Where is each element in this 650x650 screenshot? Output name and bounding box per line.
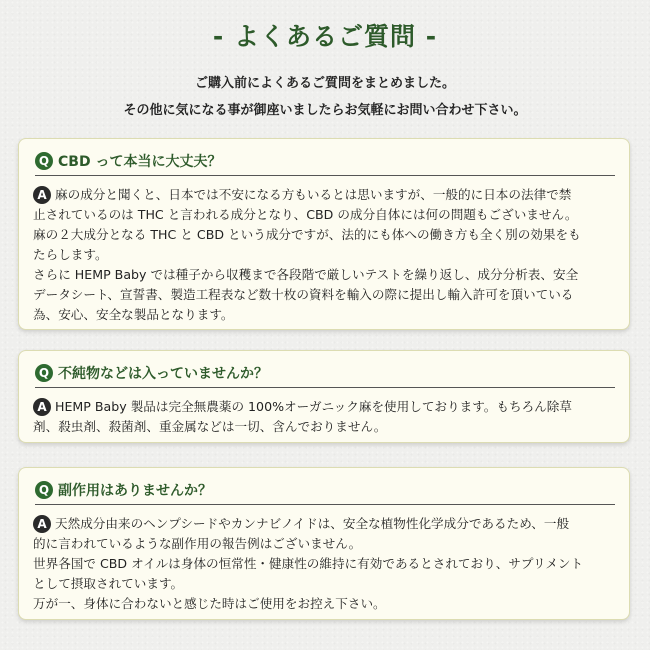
a-badge-icon: A (33, 186, 51, 204)
answer-line-text: 麻の成分と聞くと、日本では不安になる方もいるとは思いますが、一般的に日本の法律で禁 (55, 187, 572, 202)
answer-line-text: HEMP Baby 製品は完全無農薬の 100%オーガニック麻を使用しております。もちろん除草 (55, 399, 572, 414)
answer-line: 麻の２大成分となる THC と CBD という成分ですが、法的にも体への働き方も全く別の効果をも (33, 227, 581, 242)
q-badge-icon: Q (35, 481, 53, 499)
faq-answer (33, 185, 617, 325)
faq-question: 副作用はありませんか？ (58, 483, 212, 499)
answer-line: 為、安心、安全な製品となります。 (33, 307, 234, 322)
faq-answer (33, 397, 617, 437)
answer-line: データシート、宣誓書、製造工程表など数十枚の資料を輸入の際に提出し輸入許可を頂いている (33, 287, 574, 302)
answer-line: 万が一、身体に合わないと感じた時はご使用をお控え下さい。 (33, 596, 386, 611)
faq-card-side-effects (18, 467, 630, 620)
a-badge-icon: A (33, 398, 51, 416)
q-badge-icon: Q (35, 364, 53, 382)
intro-line: その他に気になる事が御座いましたらお気軽にお問い合わせ下さい。 (123, 103, 527, 118)
answer-line (33, 514, 617, 534)
answer-line (33, 397, 617, 417)
intro-line: ご購入前によくあるご質問をまとめました。 (194, 76, 455, 91)
faq-card-cbd-safety (18, 138, 630, 330)
answer-line: 剤、殺虫剤、殺菌剤、重金属などは一切、含んでおりません。 (33, 419, 387, 434)
faq-question-row (35, 147, 615, 176)
answer-line: 世界各国で CBD オイルは身体の恒常性・健康性の維持に有効であるとされており、サプリメント (33, 556, 584, 571)
answer-line-text: 天然成分由来のヘンプシードやカンナビノイドは、安全な植物性化学成分であるため、一般 (55, 516, 570, 531)
faq-question-row (35, 476, 615, 505)
answer-line (33, 185, 617, 205)
a-badge-icon: A (33, 515, 51, 533)
faq-question-row (35, 359, 615, 388)
intro-text (0, 70, 650, 124)
page-title: - よくあるご質問 - (212, 22, 438, 51)
faq-question: 不純物などは入っていませんか？ (58, 366, 268, 382)
answer-line: さらに HEMP Baby では種子から収穫まで各段階で厳しいテストを繰り返し、成分分析表、安全 (33, 267, 579, 282)
q-badge-icon: Q (35, 152, 53, 170)
faq-question: CBD って本当に大丈夫？ (58, 154, 222, 170)
faq-answer (33, 514, 617, 614)
answer-line: たらします。 (33, 247, 108, 262)
answer-line: 止されているのは THC と言われる成分となり、CBD の成分自体には何の問題もございません。 (33, 207, 578, 222)
faq-card-impurities (18, 350, 630, 443)
answer-line: として摂取されています。 (33, 576, 184, 591)
answer-line: 的に言われているような副作用の報告例はございません。 (33, 536, 362, 551)
